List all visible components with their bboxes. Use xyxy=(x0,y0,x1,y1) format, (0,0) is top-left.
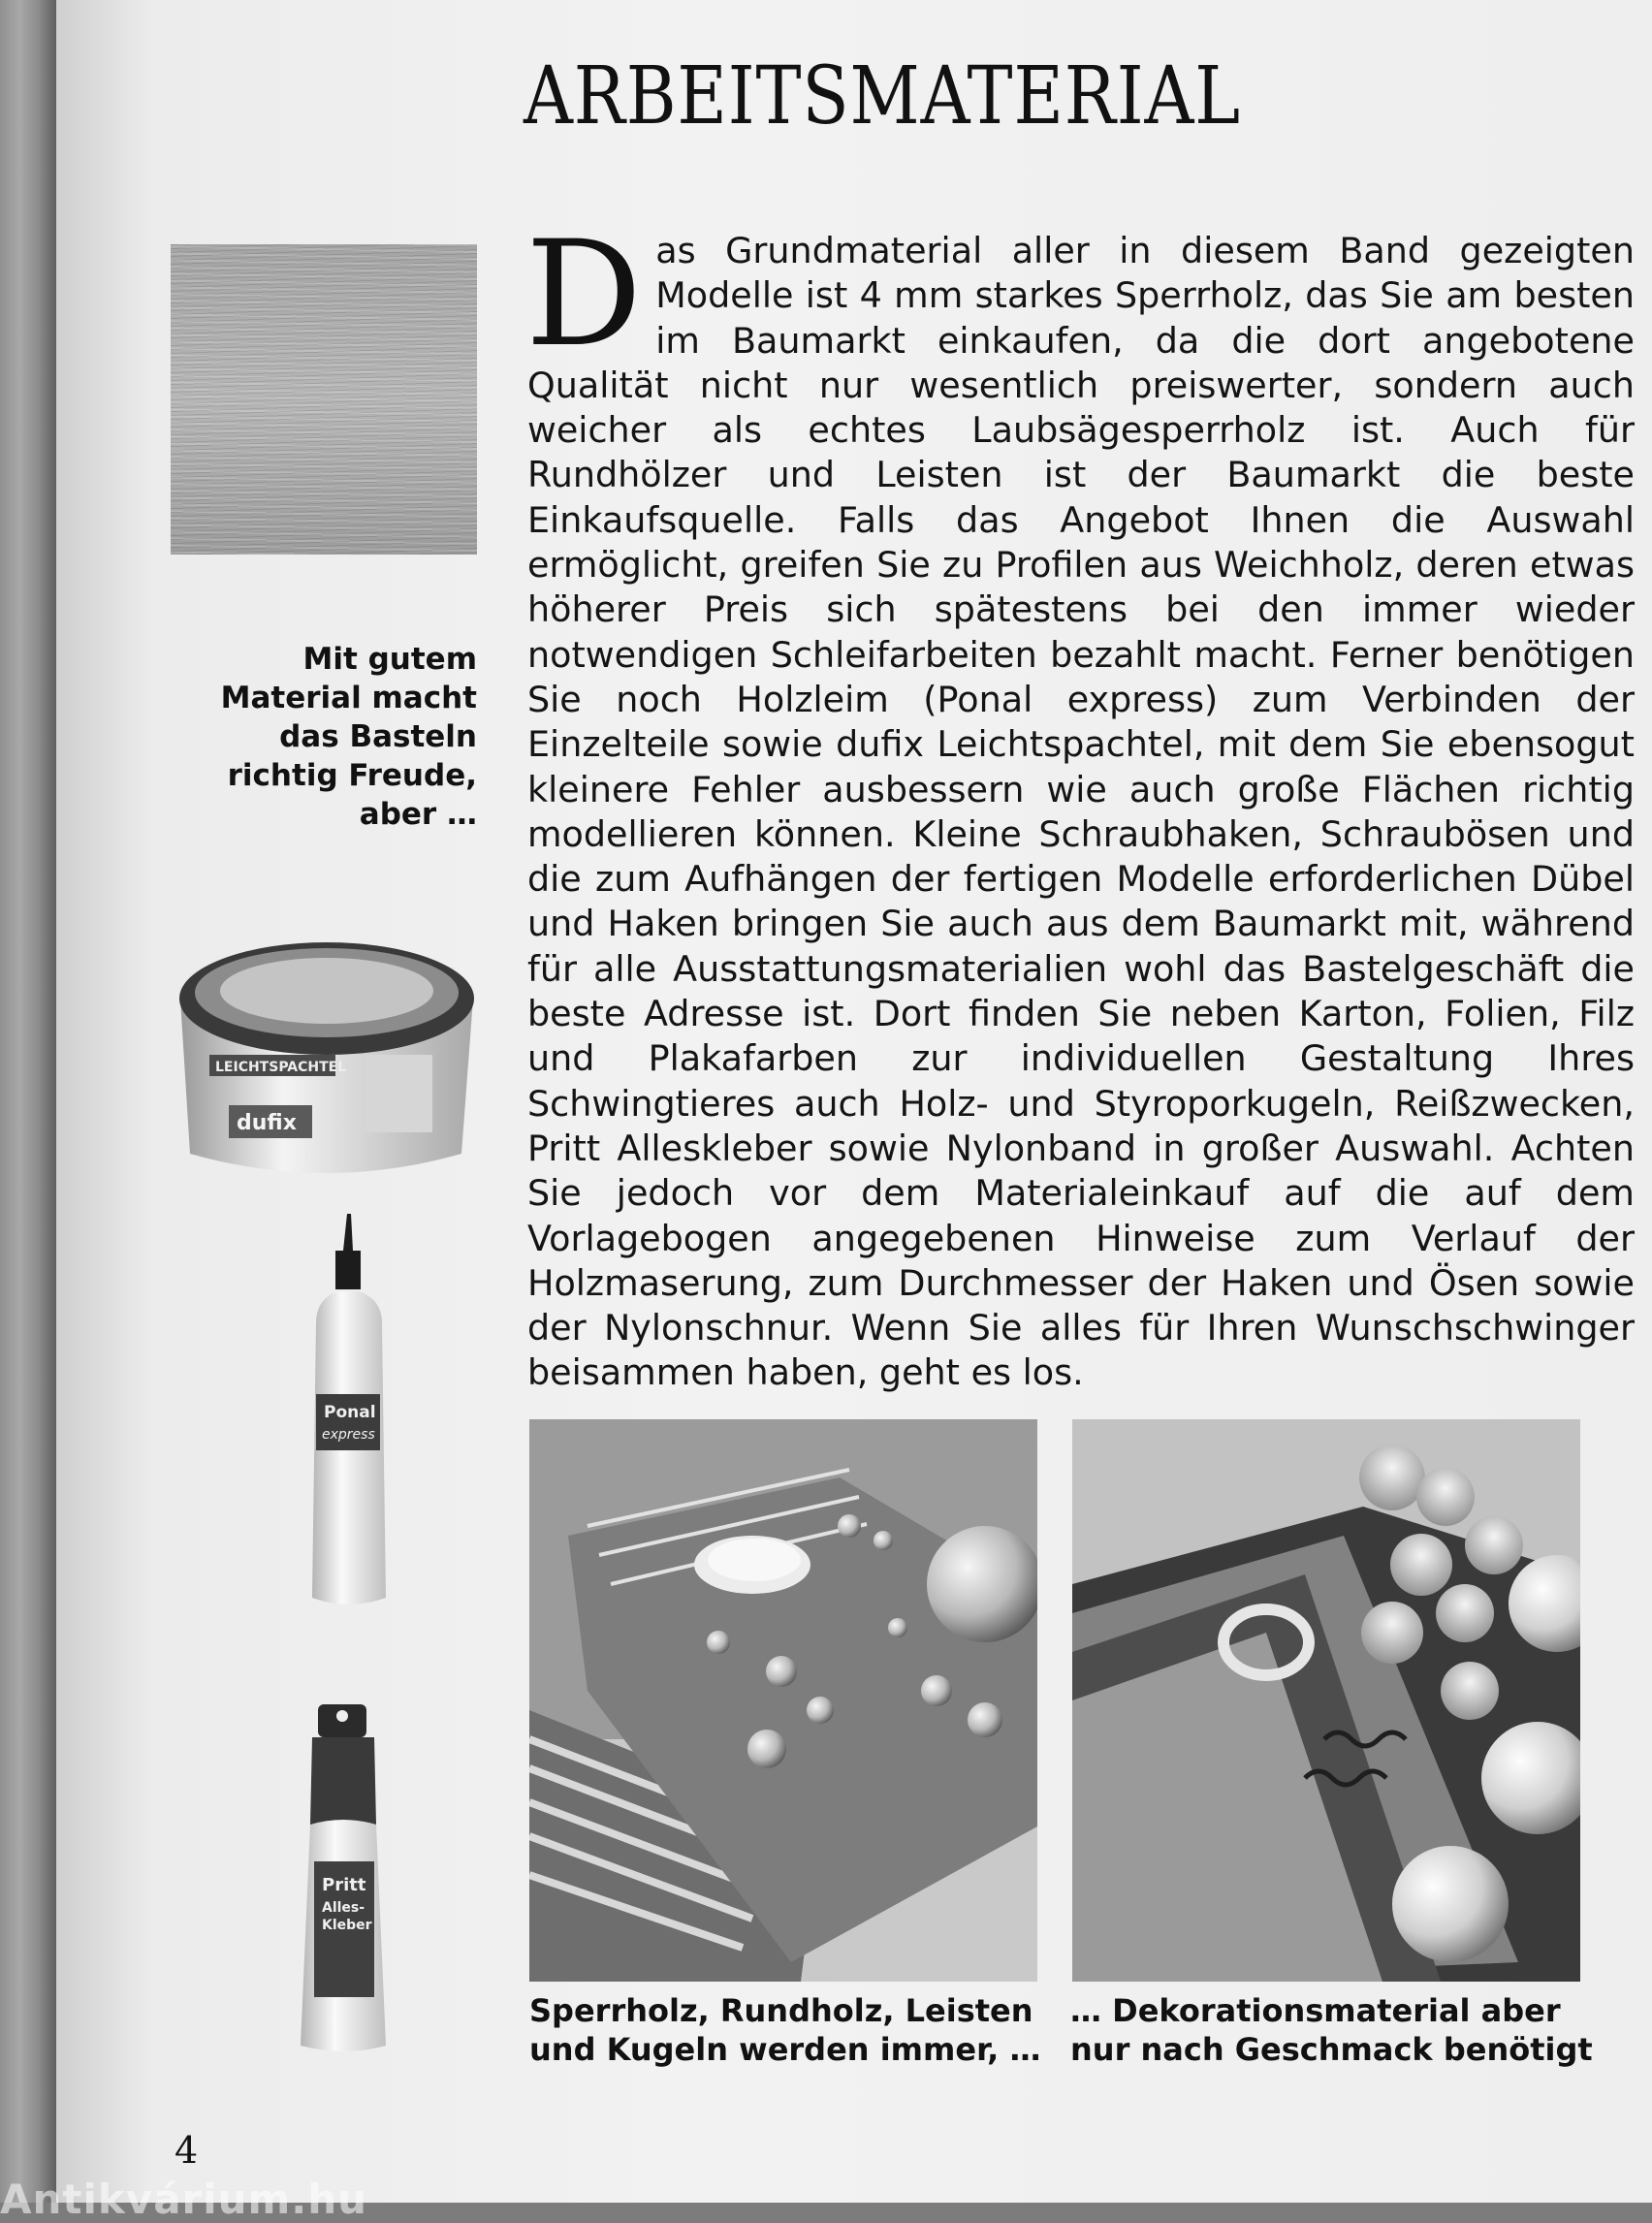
caption-material: Mit gutem Material macht das Basteln richtig Freude, aber … xyxy=(220,642,477,832)
page-title: ARBEITSMATERIAL xyxy=(524,50,1241,143)
pritt-brand-text: Pritt xyxy=(322,1875,366,1895)
page-number: 4 xyxy=(175,2129,199,2172)
pritt-sub-text-1: Alles- xyxy=(322,1900,365,1916)
ponal-bottle-image xyxy=(312,1214,386,1604)
watermark-text: Antikvárium.hu xyxy=(0,2175,368,2223)
dufix-tub-image xyxy=(179,942,474,1173)
main-body-text xyxy=(525,210,1635,1396)
caption-wood-materials: Sperrholz, Rundholz, Leisten und Kugeln werden immer, … xyxy=(529,1992,1041,2068)
wood-materials-photo xyxy=(529,1419,1037,1982)
dufix-label-text: LEICHTSPACHTEL xyxy=(215,1060,347,1075)
pritt-sub-text-2: Kleber xyxy=(322,1918,372,1933)
ponal-brand-text: Ponal xyxy=(324,1403,376,1422)
pritt-bottle-image xyxy=(301,1704,386,2051)
body-paragraph: as Grundmaterial aller in diesem Band gezeigten Modelle ist 4 mm starkes Sperrholz, das Sie am besten im Baumarkt einkaufen, da die dort angebotene Qualität nicht nur wesentlich preiswerter, sondern auch weicher als echtes Laubsägesperrholz ist. Auch für Rundhölzer und Leisten ist der Baumarkt die beste Einkaufsquelle. Falls das Angebot Ihnen die Auswahl ermöglicht, greifen Sie zu Profilen aus Weichholz, deren etwas höherer Preis sich spätestens bei den immer wieder notwendigen Schleifarbeiten bezahlt macht. Ferner benötigen Sie noch Holzleim (Ponal express) zum Verbinden der Einzelteile sowie dufix Leichtspachtel, mit dem Sie ebensogut kleinere Fehler ausbessern wie auch große Flächen richtig modellieren können. Kleine Schraubhaken, Schraubösen und die zum Aufhängen der fertigen Modelle erforderlichen Dübel und Haken bringen Sie auch aus dem Baumarkt mit, während für alle Ausstattungsmaterialien wohl das Bastelgeschäft die beste Adresse ist. Dort finden Sie neben Karton, Folien, Filz und Plakafarben zur individuellen Gestaltung Ihres Schwingtieres auch Holz- und Styroporkugeln, Reißzwecken, Pritt Alleskleber sowie Nylonband in großer Auswahl. Achten Sie jedoch vor dem Materialeinkauf auf die auf dem Vorlagebogen angegebenen Hinweise zum Verlauf der Holzmaserung, zum Durchmesser der Haken und Ösen sowie der Nylonschnur. Wenn Sie alles für Ihren Wunschschwinger beisammen haben, geht es los. xyxy=(527,230,1635,1394)
decoration-materials-photo xyxy=(1072,1419,1580,1982)
caption-decoration-materials: … Dekorationsmaterial aber nur nach Geschmack benötigt xyxy=(1070,1992,1593,2068)
book-page xyxy=(56,0,1652,2203)
drop-cap: D xyxy=(525,210,643,379)
plywood-texture-photo xyxy=(171,244,477,555)
ponal-sub-text: express xyxy=(322,1427,375,1443)
dufix-brand-text: dufix xyxy=(237,1111,297,1135)
product-images xyxy=(171,931,483,2055)
book-binding-edge xyxy=(0,0,56,2203)
